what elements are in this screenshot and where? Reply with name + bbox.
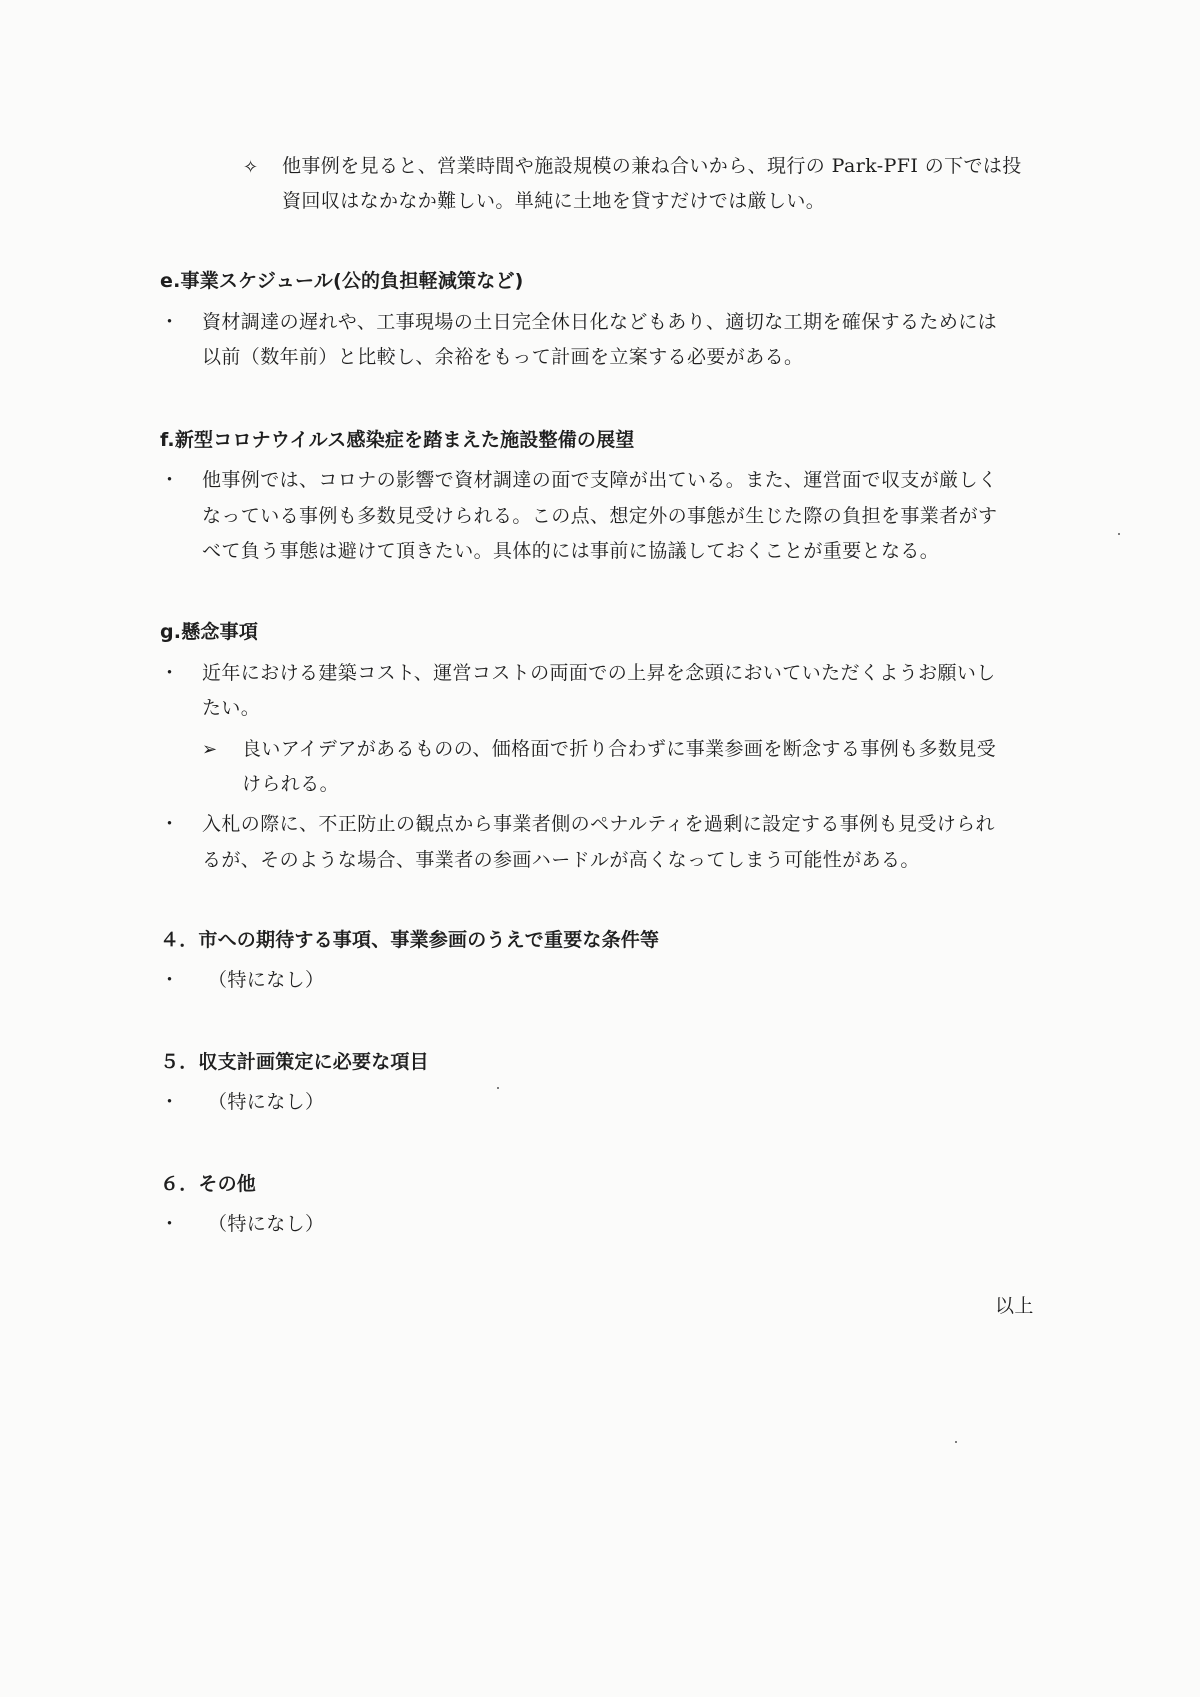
arrow-bullet-icon: ➢ [202, 739, 218, 760]
section-g-item1-line-2: たい。 [202, 697, 261, 719]
intro-line-2: 資回収はなかなか難しい。単純に土地を貸すだけでは厳しい。 [282, 190, 826, 212]
section-f-heading: f.新型コロナウイルス感染症を踏まえた施設整備の展望 [160, 429, 635, 451]
section-6-text: （特になし） [208, 1213, 325, 1235]
section-4-heading: ４．市への期待する事項、事業参画のうえで重要な条件等 [160, 929, 660, 951]
bullet-dot: ・ [160, 662, 180, 684]
section-f-line-1: 他事例では、コロナの影響で資材調達の面で支障が出ている。また、運営面で収支が厳しく [202, 469, 998, 491]
bullet-dot: ・ [160, 1091, 180, 1113]
section-e-heading: e.事業スケジュール(公的負担軽減策など) [160, 270, 524, 292]
bullet-dot: ・ [160, 311, 180, 333]
section-f-line-3: べて負う事態は避けて頂きたい。具体的には事前に協議しておくことが重要となる。 [202, 540, 940, 562]
section-e-line-2: 以前（数年前）と比較し、余裕をもって計画を立案する必要がある。 [202, 346, 804, 368]
bullet-dot: ・ [160, 969, 180, 991]
section-4-text: （特になし） [208, 969, 325, 991]
section-g-heading: g.懸念事項 [160, 621, 259, 643]
section-f-line-2: なっている事例も多数見受けられる。この点、想定外の事態が生じた際の負担を事業者がす [202, 505, 998, 527]
section-g-item2-line-1: 入札の際に、不正防止の観点から事業者側のペナルティを過剰に設定する事例も見受けられ [202, 813, 995, 835]
bullet-dot: ・ [160, 1213, 180, 1235]
section-g-sub-line-2: けられる。 [242, 773, 340, 795]
section-g-sub-line-1: 良いアイデアがあるものの、価格面で折り合わずに事業参画を断念する事例も多数見受 [242, 738, 997, 760]
section-6-heading: ６．その他 [160, 1173, 257, 1195]
intro-line-1: 他事例を見ると、営業時間や施設規模の兼ね合いから、現行の Park-PFI の下では投 [282, 155, 1022, 177]
bullet-dot: ・ [160, 469, 180, 491]
section-5-text: （特になし） [208, 1091, 325, 1113]
section-e-line-1: 資材調達の遅れや、工事現場の土日完全休日化などもあり、適切な工期を確保するためには [202, 311, 998, 333]
scan-speck [955, 1441, 957, 1443]
diamond-bullet-icon: ✧ [243, 157, 259, 178]
bullet-dot: ・ [160, 813, 180, 835]
scan-speck [1118, 533, 1120, 535]
section-5-heading: ５．収支計画策定に必要な項目 [160, 1051, 429, 1073]
section-g-item2-line-2: るが、そのような場合、事業者の参画ハードルが高くなってしまう可能性がある。 [202, 849, 920, 871]
section-g-item1-line-1: 近年における建築コスト、運営コストの両面での上昇を念頭においていただくようお願いし [202, 662, 996, 684]
closing-text: 以上 [995, 1295, 1034, 1317]
scan-speck [497, 1087, 499, 1089]
